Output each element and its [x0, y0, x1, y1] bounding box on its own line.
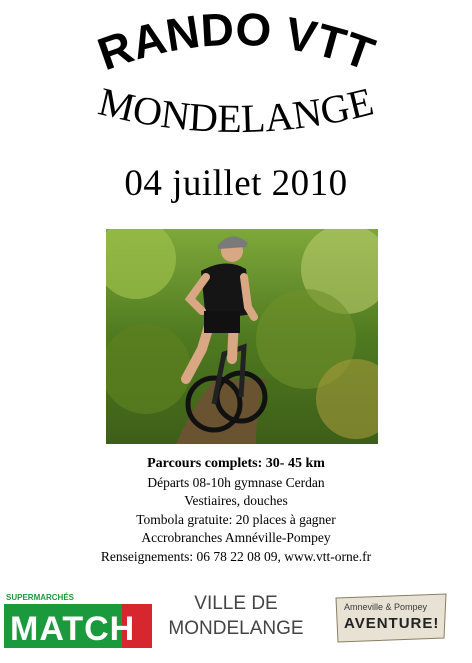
event-photo [106, 229, 378, 444]
aventure-top: Amneville & Pompey [344, 602, 428, 612]
aventure-main: AVENTURE! [344, 615, 440, 632]
info-partner: Accrobranches Amnéville-Pompey [141, 530, 331, 545]
village-line-1: VILLE DE [194, 593, 278, 614]
title-line-2: MONDELANGE [94, 78, 378, 142]
event-date: 04 juillet 2010 [124, 163, 348, 204]
village-logo [160, 591, 312, 641]
cyclist-illustration [106, 229, 378, 444]
match-logo [4, 590, 152, 652]
village-line-2: MONDELANGE [168, 618, 304, 639]
info-departures: Départs 08-10h gymnase Cerdan [147, 474, 325, 490]
info-courses: Parcours complets: 30- 45 km [147, 456, 325, 471]
title-line-1: RANDO VTT [91, 2, 382, 81]
aventure-logo [332, 588, 450, 646]
info-contact: Renseignements: 06 78 22 08 09, www.vtt-orne.fr [100, 548, 372, 564]
event-info [0, 455, 472, 566]
info-raffle: Tombola gratuite: 20 places à gagner [136, 511, 336, 527]
info-facilities: Vestiaires, douches [184, 493, 288, 508]
match-name: MATCH [10, 610, 136, 648]
event-title [0, 0, 472, 150]
match-tagline: SUPERMARCHÉS [6, 593, 75, 602]
